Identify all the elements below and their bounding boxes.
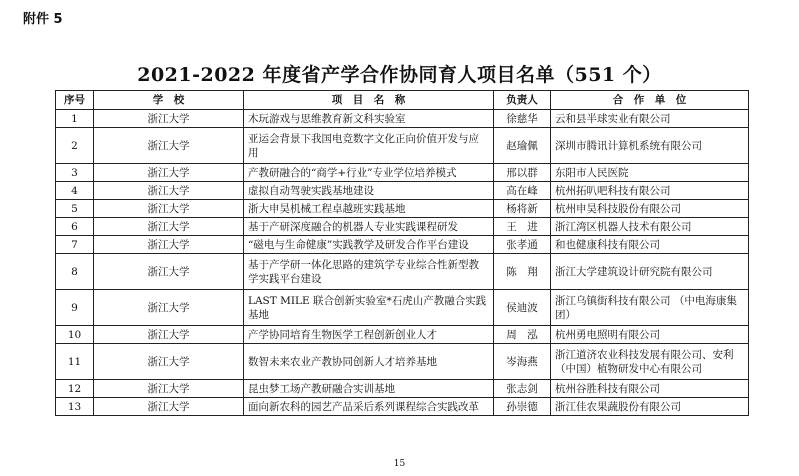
document-title: 2021-2022 年度省产学合作协同育人项目名单（551 个）: [137, 64, 662, 86]
row-partner: 深圳市腾讯计算机系统有限公司: [551, 128, 749, 164]
row-partner: 杭州拓叭吧科技有限公司: [551, 182, 749, 200]
table-row: [56, 326, 749, 344]
row-leader: 侯迪波: [494, 290, 551, 326]
row-no: 13: [56, 398, 94, 416]
row-partner: 和也健康科技有限公司: [551, 236, 749, 254]
header-partner: 合 作 单 位: [551, 91, 749, 110]
header-school: 学 校: [94, 91, 244, 110]
row-school: 浙江大学: [94, 110, 244, 128]
row-leader: 岑海燕: [494, 344, 551, 380]
row-partner: 杭州申昊科技股份有限公司: [551, 200, 749, 218]
row-project: 基于产研深度融合的机器人专业实践课程研发: [244, 218, 494, 236]
row-project: LAST MILE 联合创新实验室*石虎山产教融合实践基地: [244, 290, 494, 326]
row-project: 面向新农科的园艺产品采后系列课程综合实践改革: [244, 398, 494, 416]
row-leader: 孙崇德: [494, 398, 551, 416]
row-school: 浙江大学: [94, 200, 244, 218]
row-partner: 东阳市人民医院: [551, 164, 749, 182]
table-row: [56, 398, 749, 416]
row-school: 浙江大学: [94, 182, 244, 200]
row-no: 6: [56, 218, 94, 236]
row-no: 3: [56, 164, 94, 182]
row-project: 产教研融合的“商学+行业”专业学位培养模式: [244, 164, 494, 182]
row-project: 数智未来农业产教协同创新人才培养基地: [244, 344, 494, 380]
row-project: 亚运会背景下我国电竞数字文化正向价值开发与应用: [244, 128, 494, 164]
table-row: [56, 218, 749, 236]
row-partner: 浙江乌镇街科技有限公司 （中电海康集团）: [551, 290, 749, 326]
row-project: 浙大申昊机械工程卓越班实践基地: [244, 200, 494, 218]
table-row: [56, 290, 749, 326]
row-school: 浙江大学: [94, 326, 244, 344]
header-project: 项 目 名 称: [244, 91, 494, 110]
row-project: 虚拟自动驾驶实践基地建设: [244, 182, 494, 200]
row-leader: 赵瑜佩: [494, 128, 551, 164]
row-partner: 云和县半球实业有限公司: [551, 110, 749, 128]
row-leader: 张孝通: [494, 236, 551, 254]
row-no: 9: [56, 290, 94, 326]
row-school: 浙江大学: [94, 290, 244, 326]
table-row: [56, 128, 749, 164]
table-row: [56, 200, 749, 218]
row-leader: 周 泓: [494, 326, 551, 344]
row-no: 2: [56, 128, 94, 164]
table-row: [56, 254, 749, 290]
row-school: 浙江大学: [94, 218, 244, 236]
row-partner: 浙江道济农业科技发展有限公司、安利（中国）植物研发中心有限公司: [551, 344, 749, 380]
row-school: 浙江大学: [94, 380, 244, 398]
row-leader: 杨将新: [494, 200, 551, 218]
row-project: 昆虫梦工场产教研融合实训基地: [244, 380, 494, 398]
attachment-label: 附件 5: [23, 12, 63, 27]
header-leader: 负责人: [494, 91, 551, 110]
table-row: [56, 182, 749, 200]
row-no: 1: [56, 110, 94, 128]
row-no: 4: [56, 182, 94, 200]
row-no: 12: [56, 380, 94, 398]
row-school: 浙江大学: [94, 164, 244, 182]
table-row: [56, 380, 749, 398]
table-row: [56, 236, 749, 254]
table-row: [56, 344, 749, 380]
row-school: 浙江大学: [94, 128, 244, 164]
row-partner: 浙江大学建筑设计研究院有限公司: [551, 254, 749, 290]
row-partner: 浙江湾区机器人技术有限公司: [551, 218, 749, 236]
row-school: 浙江大学: [94, 344, 244, 380]
header-no: 序号: [56, 91, 94, 110]
project-table: [55, 90, 749, 416]
row-leader: 高在峰: [494, 182, 551, 200]
row-school: 浙江大学: [94, 254, 244, 290]
table-row: [56, 164, 749, 182]
row-no: 11: [56, 344, 94, 380]
row-project: 基于产学研一体化思路的建筑学专业综合性新型教学实践平台建设: [244, 254, 494, 290]
row-leader: 徐慈华: [494, 110, 551, 128]
page-number: 15: [393, 459, 406, 469]
row-school: 浙江大学: [94, 398, 244, 416]
row-project: “磁电与生命健康”实践教学及研发合作平台建设: [244, 236, 494, 254]
row-no: 5: [56, 200, 94, 218]
table-row: [56, 110, 749, 128]
row-no: 8: [56, 254, 94, 290]
row-leader: 王 进: [494, 218, 551, 236]
row-partner: 浙江佳农果蔬股份有限公司: [551, 398, 749, 416]
row-partner: 杭州谷胜科技有限公司: [551, 380, 749, 398]
row-leader: 邢以群: [494, 164, 551, 182]
row-no: 7: [56, 236, 94, 254]
row-partner: 杭州勇电照明有限公司: [551, 326, 749, 344]
row-no: 10: [56, 326, 94, 344]
row-leader: 陈 翔: [494, 254, 551, 290]
table-header-row: [56, 91, 749, 110]
row-project: 产学协同培育生物医学工程创新创业人才: [244, 326, 494, 344]
row-school: 浙江大学: [94, 236, 244, 254]
row-leader: 张志剑: [494, 380, 551, 398]
row-project: 木玩游戏与思维教育新文科实验室: [244, 110, 494, 128]
